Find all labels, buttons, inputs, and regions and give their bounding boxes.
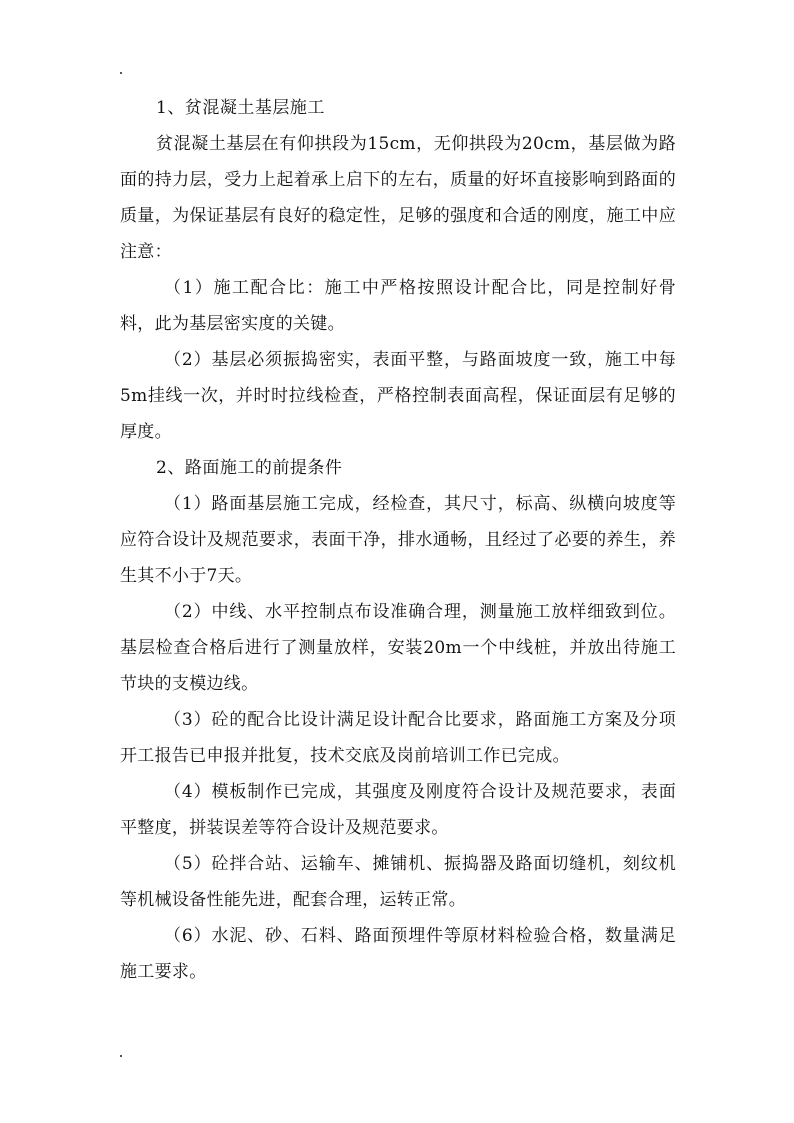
page-mark-top <box>120 72 122 74</box>
section-2-item-3: （3）砼的配合比设计满足设计配合比要求，路面施工方案及分项开工报告已申报并批复，技术交底及岗前培训工作已完成。 <box>120 710 676 766</box>
section-1-title: 1、贫混凝土基层施工 <box>156 98 325 118</box>
section-1-item-2: （2）基层必须振捣密实，表面平整，与路面坡度一致，施工中每5m挂线一次，并时时拉线检查，严格控制表面高程，保证面层有足够的厚度。 <box>120 350 676 442</box>
section-2-item-5: （5）砼拌合站、运输车、摊铺机、振捣器及路面切缝机，刻纹机等机械设备性能先进，配套合理，运转正常。 <box>120 854 676 910</box>
section-2-item-1: （1）路面基层施工完成，经检查，其尺寸，标高、纵横向坡度等应符合设计及规范要求，表面干净，排水通畅，且经过了必要的养生，养生其不小于7天。 <box>120 494 676 586</box>
section-1-item-1: （1）施工配合比：施工中严格按照设计配合比，同是控制好骨料，此为基层密实度的关键。 <box>120 278 676 334</box>
page-mark-bottom <box>120 1055 122 1057</box>
section-2-item-2: （2）中线、水平控制点布设准确合理，测量施工放样细致到位。基层检查合格后进行了测量放样，安装20m一个中线桩，并放出待施工节块的支模边线。 <box>120 602 676 694</box>
document-body <box>120 90 676 990</box>
section-1-intro: 贫混凝土基层在有仰拱段为15cm，无仰拱段为20cm，基层做为路面的持力层，受力上起着承上启下的左右，质量的好坏直接影响到路面的质量，为保证基层有良好的稳定性，足够的强度和合适的刚度，施工中应注意： <box>120 134 676 262</box>
section-2-item-6: （6）水泥、砂、石料、路面预埋件等原材料检验合格，数量满足施工要求。 <box>120 926 676 982</box>
section-2-item-4: （4）模板制作已完成，其强度及刚度符合设计及规范要求，表面平整度，拼装误差等符合设计及规范要求。 <box>120 782 676 838</box>
section-2-title: 2、路面施工的前提条件 <box>156 458 343 478</box>
